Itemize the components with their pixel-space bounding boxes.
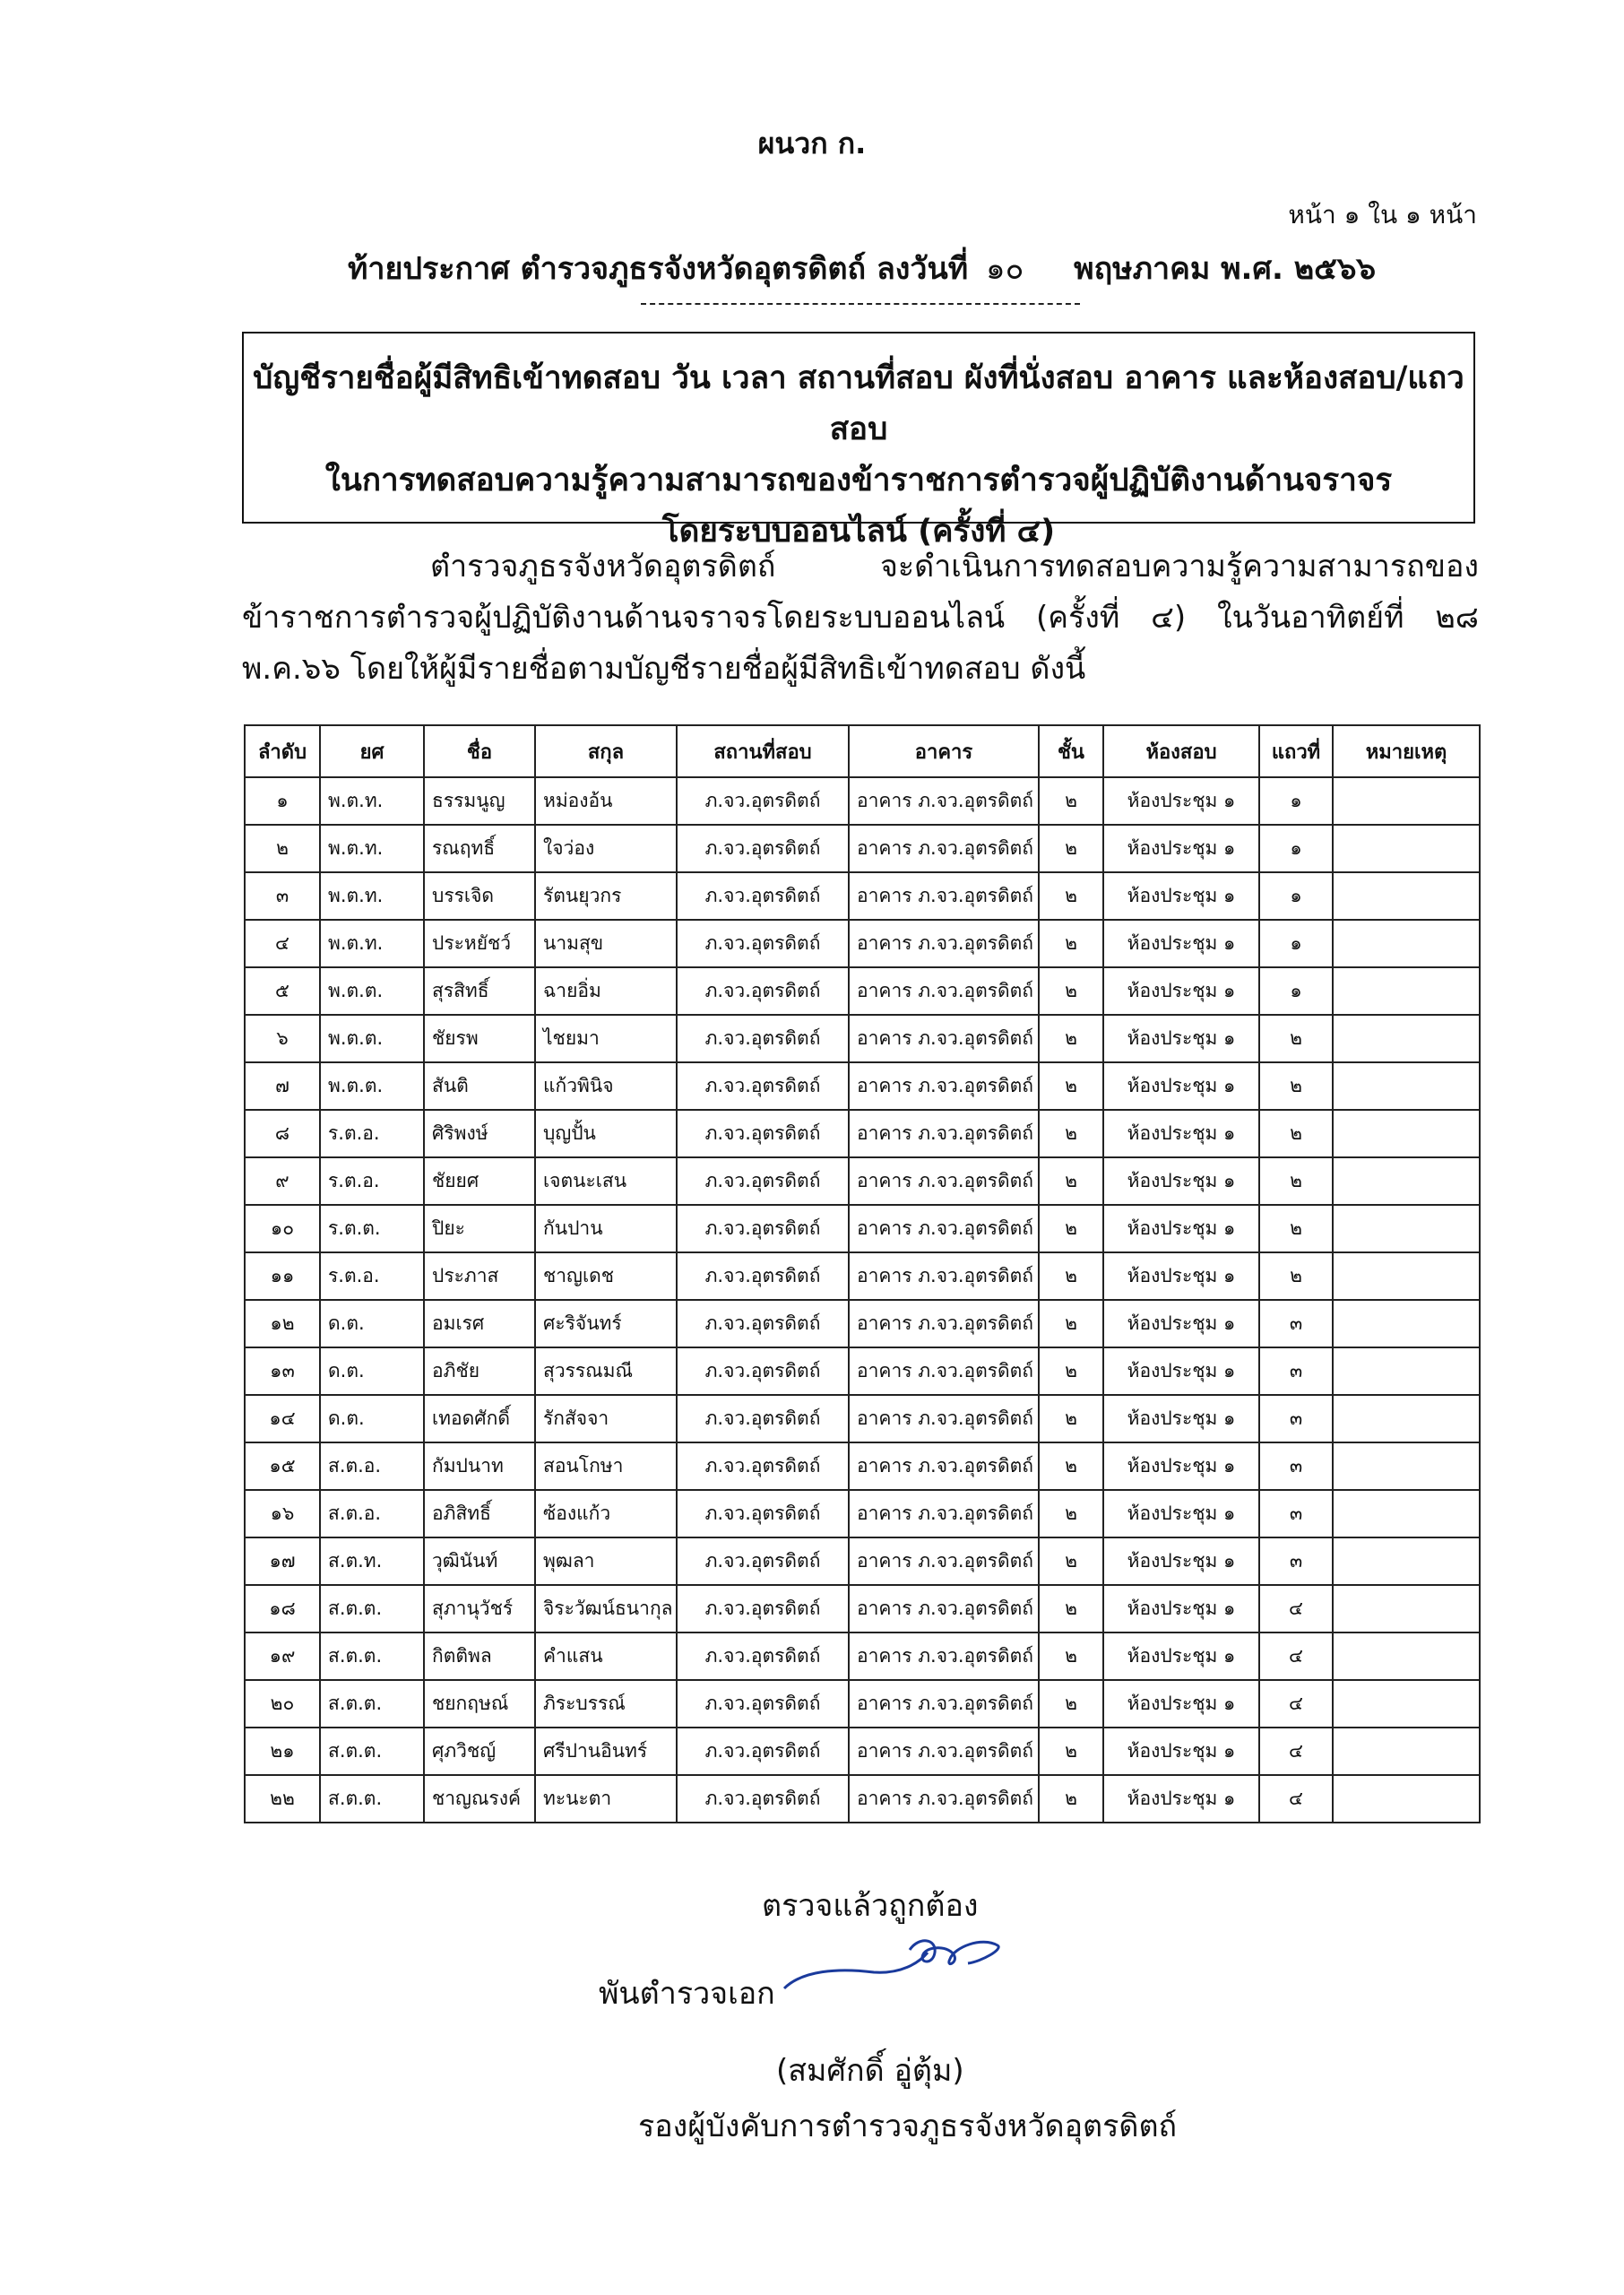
cell-remark — [1333, 1490, 1480, 1537]
cell-exam-room: ห้องประชุม ๑ — [1103, 1015, 1259, 1062]
cell-floor: ๒ — [1039, 777, 1103, 825]
cell-floor: ๒ — [1039, 1490, 1103, 1537]
cell-exam-site: ภ.จว.อุตรดิตถ์ — [677, 1252, 849, 1300]
cell-floor: ๒ — [1039, 1537, 1103, 1585]
cell-exam-site: ภ.จว.อุตรดิตถ์ — [677, 1205, 849, 1252]
attachment-month-year: พฤษภาคม พ.ศ. ๒๕๖๖ — [1074, 251, 1377, 287]
cell-row-number: ๓ — [1259, 1300, 1333, 1347]
cell-order: ๙ — [245, 1157, 320, 1205]
cell-first-name: กิตติพล — [424, 1632, 535, 1680]
cell-floor: ๒ — [1039, 1300, 1103, 1347]
table-body — [245, 777, 1480, 1823]
cell-exam-site: ภ.จว.อุตรดิตถ์ — [677, 1490, 849, 1537]
cell-remark — [1333, 1205, 1480, 1252]
cell-exam-room: ห้องประชุม ๑ — [1103, 1110, 1259, 1157]
cell-building: อาคาร ภ.จว.อุตรดิตถ์ — [849, 1585, 1039, 1632]
cell-floor: ๒ — [1039, 1062, 1103, 1110]
cell-row-number: ๓ — [1259, 1347, 1333, 1395]
cell-exam-room: ห้องประชุม ๑ — [1103, 872, 1259, 920]
cell-remark — [1333, 1015, 1480, 1062]
cell-surname: ศะริจันทร์ — [535, 1300, 677, 1347]
cell-building: อาคาร ภ.จว.อุตรดิตถ์ — [849, 1775, 1039, 1823]
cell-building: อาคาร ภ.จว.อุตรดิตถ์ — [849, 872, 1039, 920]
cell-exam-room: ห้องประชุม ๑ — [1103, 1395, 1259, 1442]
cell-surname: รักสัจจา — [535, 1395, 677, 1442]
cell-exam-room: ห้องประชุม ๑ — [1103, 1680, 1259, 1728]
header-row — [245, 725, 1480, 777]
cell-first-name: ชัยยศ — [424, 1157, 535, 1205]
cell-surname: ฉายอิ่ม — [535, 967, 677, 1015]
cell-surname: กันปาน — [535, 1205, 677, 1252]
table-row — [245, 825, 1480, 872]
table-row — [245, 1157, 1480, 1205]
cell-surname: ชาญเดช — [535, 1252, 677, 1300]
cell-rank: พ.ต.ท. — [320, 920, 424, 967]
cell-floor: ๒ — [1039, 1205, 1103, 1252]
column-header: อาคาร — [849, 725, 1039, 777]
title-line-3: โดยระบบออนไลน์ (ครั้งที่ ๔) — [661, 514, 1056, 550]
cell-order: ๒๐ — [245, 1680, 320, 1728]
cell-exam-site: ภ.จว.อุตรดิตถ์ — [677, 1395, 849, 1442]
verified-label: ตรวจแล้วถูกต้อง — [762, 1888, 979, 1924]
cell-building: อาคาร ภ.จว.อุตรดิตถ์ — [849, 920, 1039, 967]
intro-paragraph: ตำรวจภูธรจังหวัดอุตรดิตถ์ จะดำเนินการทดสอบความรู้ความสามารถของข้าราชการตำรวจผู้ปฏิบัติงานด้านจราจรโดยระบบออนไลน์ (ครั้งที่ ๔) ในวันอาทิตย์ที่ ๒๘ พ.ค.๖๖ โดยให้ผู้มีรายชื่อตามบัญชีรายชื่อผู้มีสิทธิเข้าทดสอบ ดังนี้ — [242, 549, 1479, 687]
page-number: หน้า ๑ ใน ๑ หน้า — [1288, 200, 1477, 230]
cell-exam-site: ภ.จว.อุตรดิตถ์ — [677, 1157, 849, 1205]
cell-rank: ส.ต.อ. — [320, 1442, 424, 1490]
cell-first-name: ศิริพงษ์ — [424, 1110, 535, 1157]
cell-building: อาคาร ภ.จว.อุตรดิตถ์ — [849, 1680, 1039, 1728]
cell-first-name: วุฒินันท์ — [424, 1537, 535, 1585]
cell-rank: ด.ต. — [320, 1300, 424, 1347]
cell-order: ๒๒ — [245, 1775, 320, 1823]
table-row — [245, 1632, 1480, 1680]
cell-exam-room: ห้องประชุม ๑ — [1103, 967, 1259, 1015]
cell-remark — [1333, 872, 1480, 920]
cell-exam-room: ห้องประชุม ๑ — [1103, 1205, 1259, 1252]
cell-order: ๑๖ — [245, 1490, 320, 1537]
cell-building: อาคาร ภ.จว.อุตรดิตถ์ — [849, 1490, 1039, 1537]
cell-floor: ๒ — [1039, 1347, 1103, 1395]
cell-building: อาคาร ภ.จว.อุตรดิตถ์ — [849, 1015, 1039, 1062]
cell-row-number: ๑ — [1259, 825, 1333, 872]
cell-remark — [1333, 1300, 1480, 1347]
cell-order: ๗ — [245, 1062, 320, 1110]
cell-building: อาคาร ภ.จว.อุตรดิตถ์ — [849, 825, 1039, 872]
cell-row-number: ๑ — [1259, 920, 1333, 967]
cell-row-number: ๔ — [1259, 1680, 1333, 1728]
cell-surname: บุญปั้น — [535, 1110, 677, 1157]
cell-remark — [1333, 1252, 1480, 1300]
cell-row-number: ๑ — [1259, 777, 1333, 825]
cell-order: ๑ — [245, 777, 320, 825]
cell-exam-site: ภ.จว.อุตรดิตถ์ — [677, 1585, 849, 1632]
table-row — [245, 1680, 1480, 1728]
cell-first-name: สุภานุวัชร์ — [424, 1585, 535, 1632]
cell-exam-room: ห้องประชุม ๑ — [1103, 920, 1259, 967]
column-header: แถวที่ — [1259, 725, 1333, 777]
column-header: หมายเหตุ — [1333, 725, 1480, 777]
cell-exam-room: ห้องประชุม ๑ — [1103, 1157, 1259, 1205]
cell-floor: ๒ — [1039, 872, 1103, 920]
cell-exam-room: ห้องประชุม ๑ — [1103, 1775, 1259, 1823]
cell-exam-site: ภ.จว.อุตรดิตถ์ — [677, 872, 849, 920]
cell-surname: ไชยมา — [535, 1015, 677, 1062]
cell-exam-room: ห้องประชุม ๑ — [1103, 1062, 1259, 1110]
cell-exam-site: ภ.จว.อุตรดิตถ์ — [677, 1110, 849, 1157]
cell-surname: แก้วพินิจ — [535, 1062, 677, 1110]
attachment-line — [348, 244, 1376, 292]
cell-floor: ๒ — [1039, 920, 1103, 967]
cell-order: ๑๔ — [245, 1395, 320, 1442]
cell-exam-site: ภ.จว.อุตรดิตถ์ — [677, 777, 849, 825]
cell-first-name: ปิยะ — [424, 1205, 535, 1252]
cell-remark — [1333, 825, 1480, 872]
cell-row-number: ๓ — [1259, 1490, 1333, 1537]
cell-building: อาคาร ภ.จว.อุตรดิตถ์ — [849, 1347, 1039, 1395]
cell-first-name: สันติ — [424, 1062, 535, 1110]
cell-building: อาคาร ภ.จว.อุตรดิตถ์ — [849, 777, 1039, 825]
table-row — [245, 1110, 1480, 1157]
cell-exam-site: ภ.จว.อุตรดิตถ์ — [677, 1062, 849, 1110]
table-row — [245, 1775, 1480, 1823]
cell-remark — [1333, 1347, 1480, 1395]
cell-first-name: เทอดศักดิ์ — [424, 1395, 535, 1442]
cell-rank: พ.ต.ท. — [320, 777, 424, 825]
cell-building: อาคาร ภ.จว.อุตรดิตถ์ — [849, 1442, 1039, 1490]
cell-building: อาคาร ภ.จว.อุตรดิตถ์ — [849, 967, 1039, 1015]
cell-floor: ๒ — [1039, 1252, 1103, 1300]
cell-floor: ๒ — [1039, 967, 1103, 1015]
cell-first-name: ประหยัชว์ — [424, 920, 535, 967]
cell-exam-site: ภ.จว.อุตรดิตถ์ — [677, 1015, 849, 1062]
table-header — [245, 725, 1480, 777]
cell-rank: ร.ต.อ. — [320, 1110, 424, 1157]
cell-exam-room: ห้องประชุม ๑ — [1103, 1632, 1259, 1680]
cell-surname: พุฒลา — [535, 1537, 677, 1585]
cell-rank: ส.ต.อ. — [320, 1490, 424, 1537]
cell-surname: สุวรรณมณี — [535, 1347, 677, 1395]
cell-floor: ๒ — [1039, 825, 1103, 872]
column-header: สถานที่สอบ — [677, 725, 849, 777]
cell-exam-room: ห้องประชุม ๑ — [1103, 1442, 1259, 1490]
cell-exam-site: ภ.จว.อุตรดิตถ์ — [677, 1728, 849, 1775]
candidate-table — [244, 724, 1481, 1823]
cell-building: อาคาร ภ.จว.อุตรดิตถ์ — [849, 1252, 1039, 1300]
cell-rank: พ.ต.ท. — [320, 872, 424, 920]
cell-rank: พ.ต.ท. — [320, 825, 424, 872]
table-row — [245, 1442, 1480, 1490]
cell-rank: ส.ต.ต. — [320, 1585, 424, 1632]
table-row — [245, 1062, 1480, 1110]
table-row — [245, 1537, 1480, 1585]
cell-first-name: ธรรมนูญ — [424, 777, 535, 825]
cell-surname: หม่องอ้น — [535, 777, 677, 825]
cell-first-name: ศุภวิชญ์ — [424, 1728, 535, 1775]
cell-row-number: ๒ — [1259, 1205, 1333, 1252]
cell-remark — [1333, 1537, 1480, 1585]
table-row — [245, 1252, 1480, 1300]
cell-row-number: ๒ — [1259, 1062, 1333, 1110]
cell-order: ๑๒ — [245, 1300, 320, 1347]
cell-order: ๑๑ — [245, 1252, 320, 1300]
cell-rank: พ.ต.ต. — [320, 1015, 424, 1062]
table-row — [245, 967, 1480, 1015]
cell-surname: ทะนะตา — [535, 1775, 677, 1823]
cell-floor: ๒ — [1039, 1728, 1103, 1775]
cell-order: ๑๕ — [245, 1442, 320, 1490]
cell-exam-site: ภ.จว.อุตรดิตถ์ — [677, 967, 849, 1015]
cell-row-number: ๒ — [1259, 1252, 1333, 1300]
cell-order: ๕ — [245, 967, 320, 1015]
cell-first-name: ชยกฤษณ์ — [424, 1680, 535, 1728]
cell-building: อาคาร ภ.จว.อุตรดิตถ์ — [849, 1632, 1039, 1680]
cell-rank: ส.ต.ต. — [320, 1728, 424, 1775]
cell-remark — [1333, 967, 1480, 1015]
cell-surname: รัตนยุวกร — [535, 872, 677, 920]
cell-row-number: ๒ — [1259, 1110, 1333, 1157]
cell-rank: ส.ต.ท. — [320, 1537, 424, 1585]
cell-order: ๒๑ — [245, 1728, 320, 1775]
table-row — [245, 1300, 1480, 1347]
cell-building: อาคาร ภ.จว.อุตรดิตถ์ — [849, 1395, 1039, 1442]
cell-exam-site: ภ.จว.อุตรดิตถ์ — [677, 1300, 849, 1347]
table-row — [245, 872, 1480, 920]
cell-remark — [1333, 1110, 1480, 1157]
annex-label: ผนวก ก. — [757, 126, 867, 160]
cell-row-number: ๑ — [1259, 967, 1333, 1015]
cell-exam-site: ภ.จว.อุตรดิตถ์ — [677, 1680, 849, 1728]
cell-remark — [1333, 1395, 1480, 1442]
cell-rank: ด.ต. — [320, 1347, 424, 1395]
cell-floor: ๒ — [1039, 1585, 1103, 1632]
column-header: ลำดับ — [245, 725, 320, 777]
cell-row-number: ๓ — [1259, 1395, 1333, 1442]
cell-row-number: ๑ — [1259, 872, 1333, 920]
cell-surname: สอนโกษา — [535, 1442, 677, 1490]
cell-remark — [1333, 1442, 1480, 1490]
cell-first-name: รณฤทธิ์ — [424, 825, 535, 872]
cell-first-name: อภิชัย — [424, 1347, 535, 1395]
cell-building: อาคาร ภ.จว.อุตรดิตถ์ — [849, 1205, 1039, 1252]
cell-surname: คำแสน — [535, 1632, 677, 1680]
cell-surname: ศรีปานอินทร์ — [535, 1728, 677, 1775]
column-header: ยศ — [320, 725, 424, 777]
table-row — [245, 1205, 1480, 1252]
cell-rank: พ.ต.ต. — [320, 967, 424, 1015]
cell-remark — [1333, 1728, 1480, 1775]
cell-building: อาคาร ภ.จว.อุตรดิตถ์ — [849, 1728, 1039, 1775]
signer-position: รองผู้บังคับการตำรวจภูธรจังหวัดอุตรดิตถ์ — [638, 2109, 1178, 2144]
cell-first-name: บรรเจิด — [424, 872, 535, 920]
cell-exam-room: ห้องประชุม ๑ — [1103, 1252, 1259, 1300]
cell-surname: ซ้องแก้ว — [535, 1490, 677, 1537]
cell-exam-site: ภ.จว.อุตรดิตถ์ — [677, 1442, 849, 1490]
cell-order: ๑๐ — [245, 1205, 320, 1252]
cell-first-name: อมเรศ — [424, 1300, 535, 1347]
cell-floor: ๒ — [1039, 1395, 1103, 1442]
cell-exam-site: ภ.จว.อุตรดิตถ์ — [677, 825, 849, 872]
title-line-1: บัญชีรายชื่อผู้มีสิทธิเข้าทดสอบ วัน เวลา สถานที่สอบ ผังที่นั่งสอบ อาคาร และห้องสอบ/แถวสอบ — [253, 360, 1464, 447]
cell-row-number: ๔ — [1259, 1632, 1333, 1680]
cell-order: ๘ — [245, 1110, 320, 1157]
column-header: ห้องสอบ — [1103, 725, 1259, 777]
cell-building: อาคาร ภ.จว.อุตรดิตถ์ — [849, 1300, 1039, 1347]
signer-name: (สมศักดิ์ อู่ตุ้ม) — [776, 2053, 964, 2089]
signer-rank: พันตำรวจเอก — [599, 1976, 775, 2012]
cell-exam-room: ห้องประชุม ๑ — [1103, 1537, 1259, 1585]
cell-remark — [1333, 1157, 1480, 1205]
cell-exam-room: ห้องประชุม ๑ — [1103, 777, 1259, 825]
cell-rank: ร.ต.อ. — [320, 1252, 424, 1300]
cell-remark — [1333, 1632, 1480, 1680]
title-line-2: ในการทดสอบความรู้ความสามารถของข้าราชการตำรวจผู้ปฏิบัติงานด้านจราจร — [324, 463, 1393, 498]
cell-row-number: ๓ — [1259, 1537, 1333, 1585]
cell-row-number: ๒ — [1259, 1157, 1333, 1205]
cell-floor: ๒ — [1039, 1775, 1103, 1823]
table-row — [245, 920, 1480, 967]
cell-surname: จิระวัฒน์ธนากุล — [535, 1585, 677, 1632]
cell-exam-room: ห้องประชุม ๑ — [1103, 1490, 1259, 1537]
cell-order: ๖ — [245, 1015, 320, 1062]
cell-rank: ส.ต.ต. — [320, 1680, 424, 1728]
cell-building: อาคาร ภ.จว.อุตรดิตถ์ — [849, 1110, 1039, 1157]
cell-surname: เจตนะเสน — [535, 1157, 677, 1205]
cell-row-number: ๔ — [1259, 1585, 1333, 1632]
cell-order: ๑๓ — [245, 1347, 320, 1395]
dashed-divider — [641, 303, 1080, 305]
cell-rank: ส.ต.ต. — [320, 1632, 424, 1680]
title-box — [242, 332, 1475, 550]
cell-floor: ๒ — [1039, 1632, 1103, 1680]
cell-first-name: ประภาส — [424, 1252, 535, 1300]
cell-surname: ใจว่อง — [535, 825, 677, 872]
column-header: ชั้น — [1039, 725, 1103, 777]
cell-remark — [1333, 1062, 1480, 1110]
cell-first-name: อภิสิทธิ์ — [424, 1490, 535, 1537]
table-row — [245, 1585, 1480, 1632]
cell-exam-site: ภ.จว.อุตรดิตถ์ — [677, 1537, 849, 1585]
cell-rank: ด.ต. — [320, 1395, 424, 1442]
cell-exam-site: ภ.จว.อุตรดิตถ์ — [677, 920, 849, 967]
cell-building: อาคาร ภ.จว.อุตรดิตถ์ — [849, 1062, 1039, 1110]
cell-exam-site: ภ.จว.อุตรดิตถ์ — [677, 1632, 849, 1680]
cell-remark — [1333, 920, 1480, 967]
cell-rank: ร.ต.ต. — [320, 1205, 424, 1252]
cell-floor: ๒ — [1039, 1680, 1103, 1728]
table-row — [245, 777, 1480, 825]
cell-remark — [1333, 1585, 1480, 1632]
column-header: ชื่อ — [424, 725, 535, 777]
cell-first-name: ชัยรพ — [424, 1015, 535, 1062]
cell-remark — [1333, 1775, 1480, 1823]
cell-rank: ร.ต.อ. — [320, 1157, 424, 1205]
cell-rank: ส.ต.ต. — [320, 1775, 424, 1823]
table-row — [245, 1728, 1480, 1775]
cell-exam-room: ห้องประชุม ๑ — [1103, 825, 1259, 872]
attachment-prefix: ท้ายประกาศ ตำรวจภูธรจังหวัดอุตรดิตถ์ ลงวันที่ — [348, 251, 969, 287]
cell-surname: นามสุข — [535, 920, 677, 967]
cell-first-name: ชาญณรงค์ — [424, 1775, 535, 1823]
cell-remark — [1333, 1680, 1480, 1728]
cell-rank: พ.ต.ต. — [320, 1062, 424, 1110]
cell-exam-site: ภ.จว.อุตรดิตถ์ — [677, 1347, 849, 1395]
cell-floor: ๒ — [1039, 1442, 1103, 1490]
column-header: สกุล — [535, 725, 677, 777]
cell-row-number: ๓ — [1259, 1442, 1333, 1490]
cell-building: อาคาร ภ.จว.อุตรดิตถ์ — [849, 1157, 1039, 1205]
table-row — [245, 1015, 1480, 1062]
cell-exam-room: ห้องประชุม ๑ — [1103, 1585, 1259, 1632]
signature-image — [766, 1918, 1008, 2017]
cell-order: ๓ — [245, 872, 320, 920]
cell-floor: ๒ — [1039, 1157, 1103, 1205]
cell-order: ๑๘ — [245, 1585, 320, 1632]
table-row — [245, 1490, 1480, 1537]
cell-surname: ภิระบรรณ์ — [535, 1680, 677, 1728]
cell-row-number: ๔ — [1259, 1775, 1333, 1823]
cell-exam-room: ห้องประชุม ๑ — [1103, 1728, 1259, 1775]
cell-order: ๑๗ — [245, 1537, 320, 1585]
cell-order: ๔ — [245, 920, 320, 967]
cell-row-number: ๔ — [1259, 1728, 1333, 1775]
cell-floor: ๒ — [1039, 1110, 1103, 1157]
cell-floor: ๒ — [1039, 1015, 1103, 1062]
cell-remark — [1333, 777, 1480, 825]
cell-exam-room: ห้องประชุม ๑ — [1103, 1347, 1259, 1395]
cell-exam-site: ภ.จว.อุตรดิตถ์ — [677, 1775, 849, 1823]
cell-first-name: สุรสิทธิ์ — [424, 967, 535, 1015]
cell-order: ๒ — [245, 825, 320, 872]
cell-exam-room: ห้องประชุม ๑ — [1103, 1300, 1259, 1347]
cell-row-number: ๒ — [1259, 1015, 1333, 1062]
table-row — [245, 1347, 1480, 1395]
cell-building: อาคาร ภ.จว.อุตรดิตถ์ — [849, 1537, 1039, 1585]
attachment-day: ๑๐ — [985, 251, 1024, 287]
cell-first-name: กัมปนาท — [424, 1442, 535, 1490]
table-row — [245, 1395, 1480, 1442]
cell-order: ๑๙ — [245, 1632, 320, 1680]
